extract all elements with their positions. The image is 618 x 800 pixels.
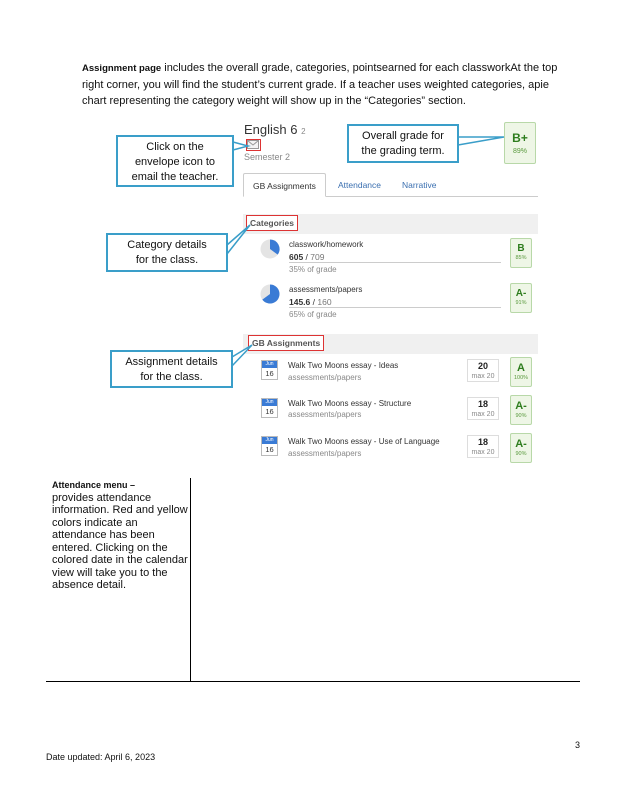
assignment-grade-box [510,357,532,387]
assignment-score: 18 [477,399,488,409]
attendance-text: provides attendance information. Red and yellow colors indicate an attendance has been entered. Clicking on the colored date in the calendar view will take you to the absence detail. [52,491,188,591]
assignment-title[interactable]: Walk Two Moons essay - Use of Language [288,437,440,446]
overall-grade-box [504,122,536,164]
assignment-day: 16 [265,445,274,454]
overall-grade-letter: B+ [512,131,528,145]
tab-gb-assignments[interactable]: GB Assignments [243,173,326,197]
assignment-date-badge [261,398,278,418]
category-grade-letter: A- [515,288,527,299]
category-total: 160 [317,297,332,307]
vertical-divider [190,478,191,682]
assignment-grade-letter: A [517,362,525,374]
category-weight: 35% of grade [289,265,337,274]
category-earned: 605 [289,252,304,262]
assignment-month: Jun [262,437,277,444]
category-grade-box [510,238,532,268]
course-period: 2 [301,127,306,136]
assignment-day: 16 [265,369,274,378]
assignment-grade-box [510,433,532,463]
tab-bar [243,173,538,197]
assignment-max: max 20 [471,373,495,380]
assignment-category: assessments/papers [288,410,362,419]
category-pie-chart [260,284,280,304]
category-earned: 145.6 [289,297,311,307]
assignment-score: 18 [477,437,488,447]
category-name: classwork/homework [289,240,364,249]
assignment-score-box [467,359,499,382]
tab-narrative[interactable]: Narrative [402,180,437,190]
category-grade-letter: B [517,243,525,254]
category-grade-box [510,283,532,313]
assignment-title[interactable]: Walk Two Moons essay - Structure [288,399,412,408]
assignment-max: max 20 [471,449,495,456]
assignment-score-box [467,397,499,420]
overall-grade-callout: Overall grade for the grading term. [347,124,459,163]
assignment-grade-box [510,395,532,425]
intro-paragraph [82,60,572,109]
assignment-callout: Assignment details for the class. [110,350,233,388]
assignment-grade-letter: A- [515,400,527,412]
assignment-day: 16 [265,407,274,416]
category-points: 605 / 709 [289,252,325,262]
intro-text: includes the overall grade, categories, pointsearned for each classworkAt the top right corner, you will find the student’s current grade. If a teacher uses weighted categories, apie chart representing the category weight will show up in the “Categories” section. [82,62,558,107]
assignment-category: assessments/papers [288,373,362,382]
envelope-icon[interactable] [246,139,261,151]
overall-grade-percent: 89% [512,148,527,155]
category-points: 145.6 / 160 [289,297,332,307]
assignments-heading: GB Assignments [248,335,324,351]
category-callout: Category details for the class. [106,233,228,272]
assignment-category: assessments/papers [288,449,362,458]
course-title-text: English 6 [244,122,298,137]
assignment-month: Jun [262,399,277,406]
attendance-description [52,479,190,592]
page-number: 3 [575,740,581,750]
category-divider [289,307,501,308]
assignment-grade-percent: 100% [513,375,529,381]
date-updated: Date updated: April 6, 2023 [46,752,156,762]
assignment-max: max 20 [471,411,495,418]
category-name: assessments/papers [289,285,363,294]
assignment-score: 20 [477,361,488,371]
assignment-date-badge [261,436,278,456]
categories-heading: Categories [246,215,298,231]
category-divider [289,262,501,263]
category-grade-percent: 91% [515,300,527,306]
assignment-month: Jun [262,361,277,368]
semester-label: Semester 2 [244,152,291,162]
assignment-score-box [467,435,499,458]
category-grade-percent: 85% [515,255,527,261]
tab-attendance[interactable]: Attendance [338,180,382,190]
category-weight: 65% of grade [289,310,337,319]
assignment-title[interactable]: Walk Two Moons essay - Ideas [288,361,399,370]
assignment-grade-percent: 90% [515,451,527,457]
attendance-lead: Attendance menu – [52,480,136,490]
assignment-grade-letter: A- [515,438,527,450]
category-pie-chart [260,239,280,259]
assignment-grade-percent: 90% [515,413,527,419]
assignment-date-badge [261,360,278,380]
course-title [244,122,306,137]
horizontal-divider [46,681,580,682]
category-total: 709 [310,252,325,262]
envelope-callout: Click on the envelope icon to email the teacher. [116,135,234,187]
intro-lead: Assignment page [82,63,162,74]
